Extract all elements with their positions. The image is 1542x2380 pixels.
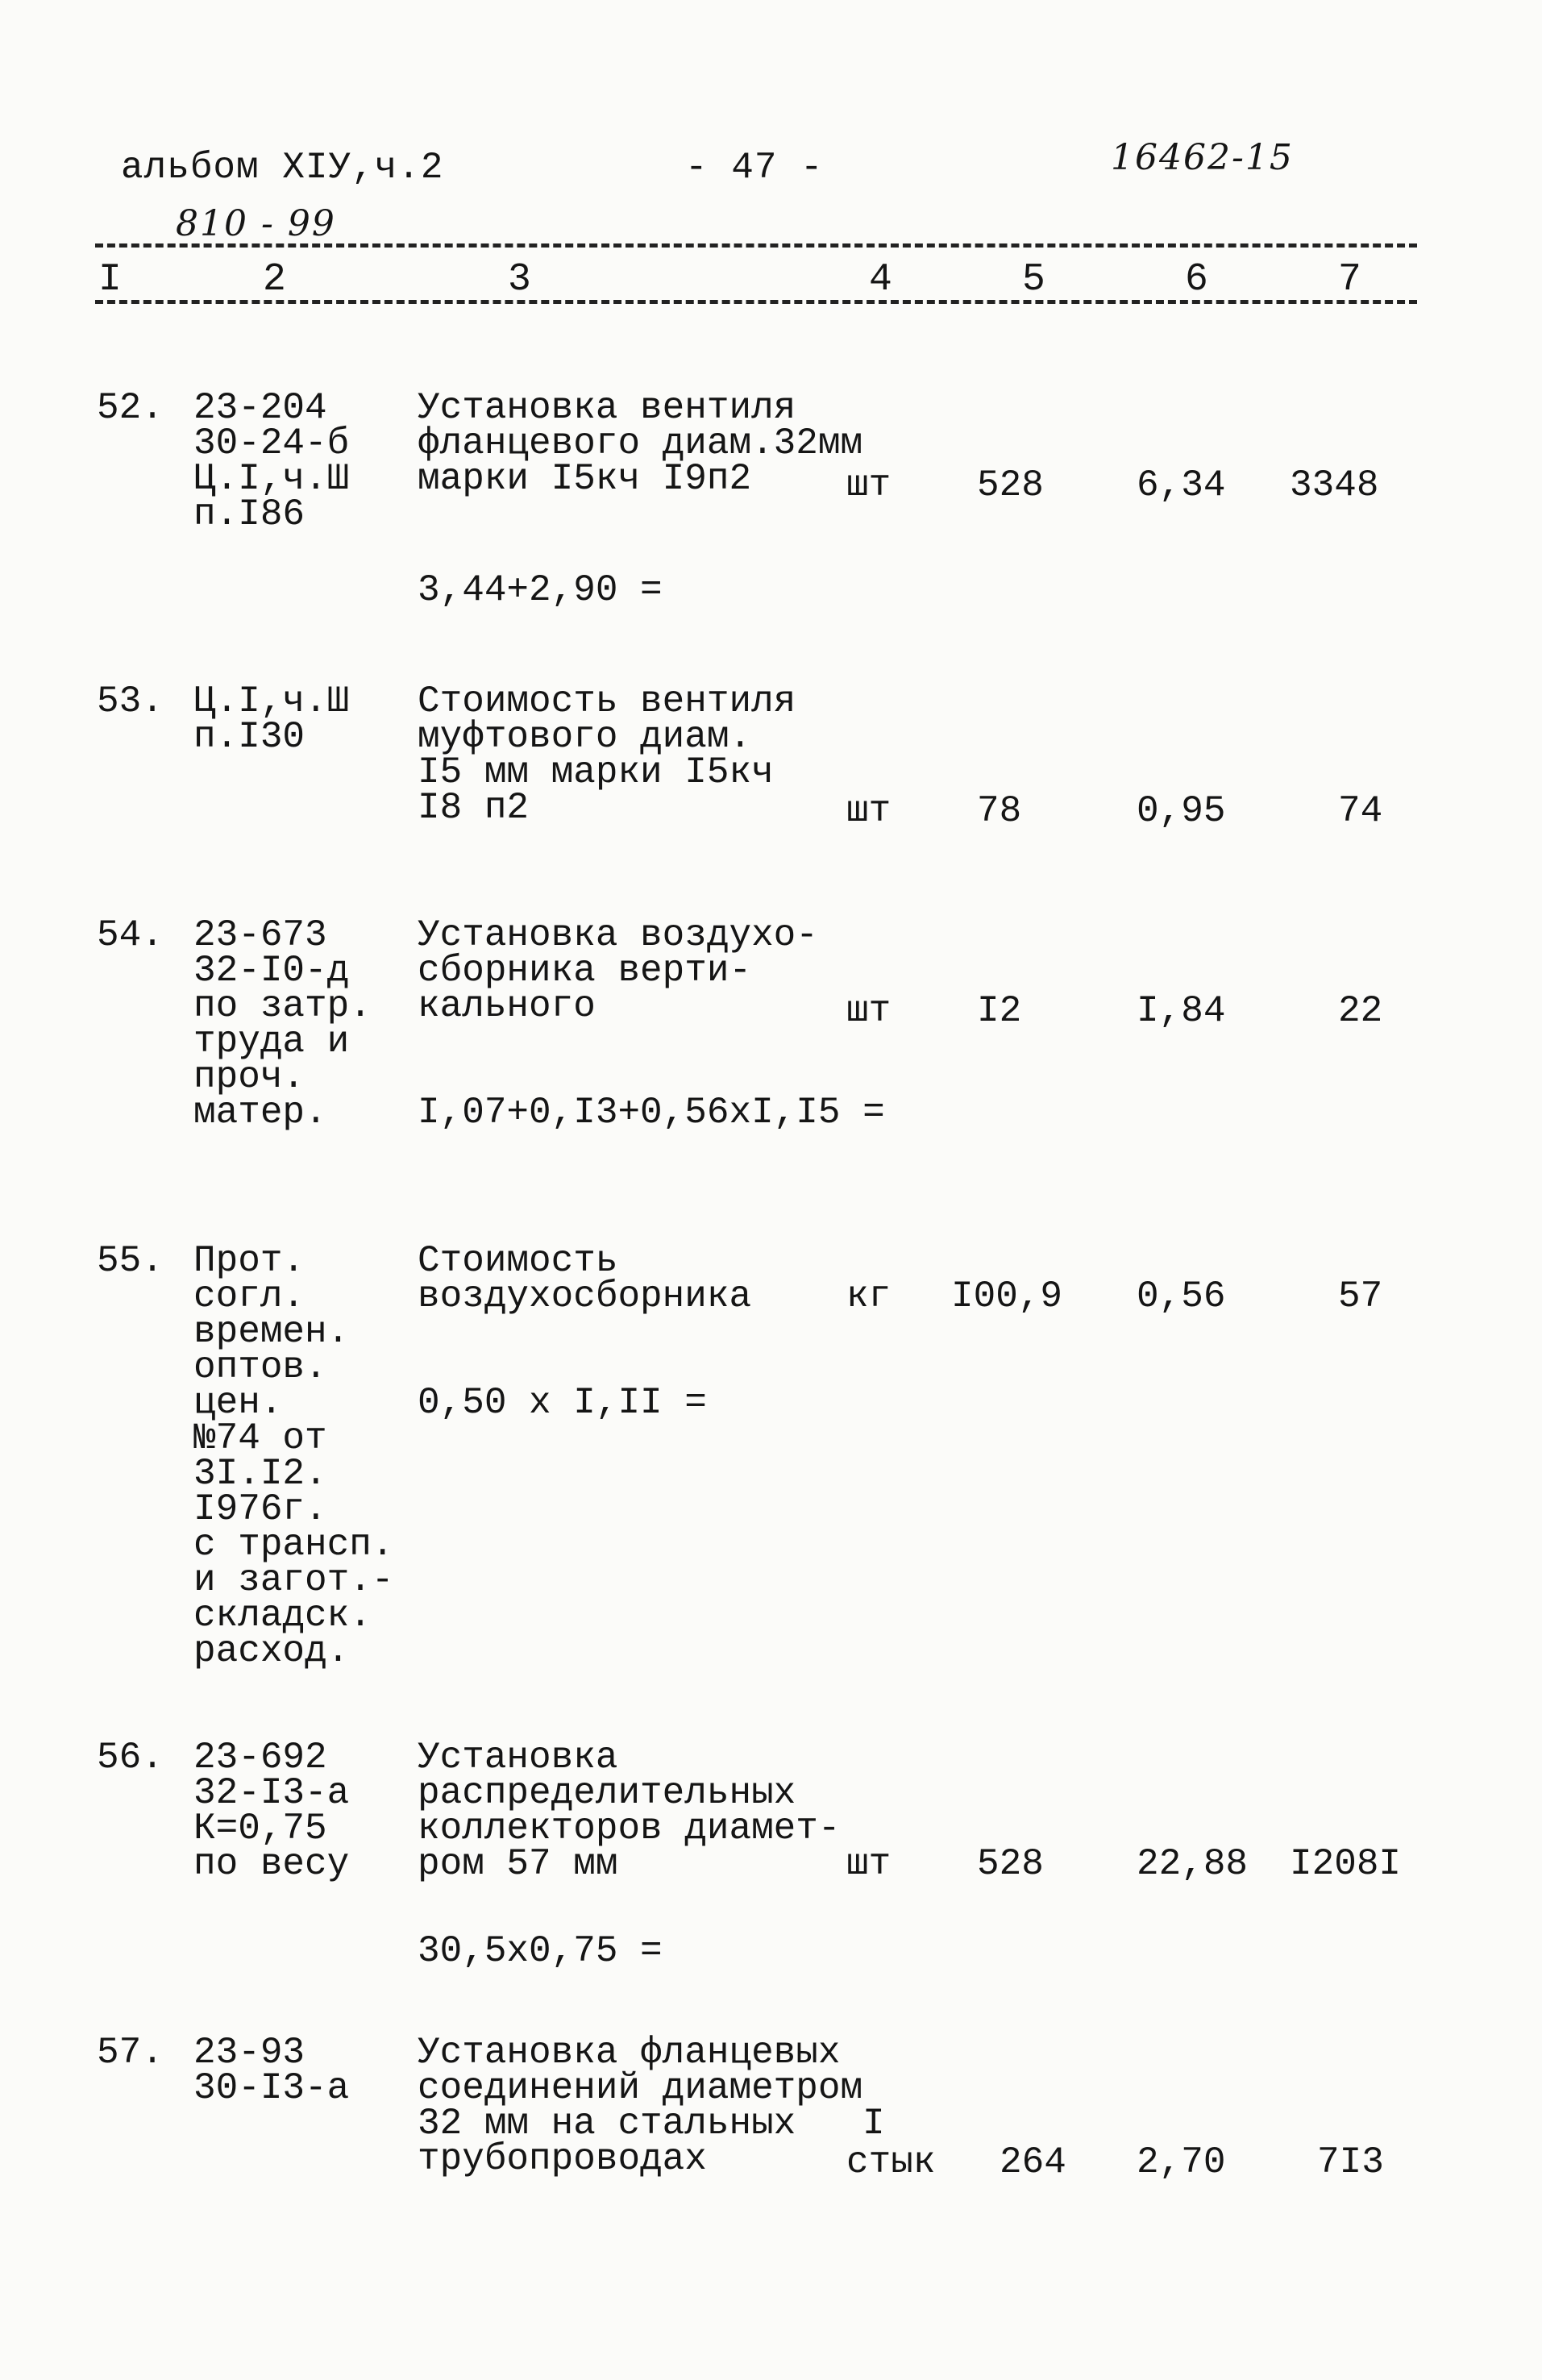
- ref-line: согл.: [193, 1275, 305, 1317]
- quantity: 264: [1000, 2141, 1066, 2183]
- ref-line: Ц.I,ч.Ш: [193, 680, 350, 722]
- unit-price: 6,34: [1137, 464, 1226, 506]
- ref-line: и загот.-: [193, 1559, 394, 1601]
- columns-divider: [95, 300, 1417, 304]
- ref-line: 32-I0-д: [193, 950, 350, 992]
- ref-line: №74 от: [193, 1417, 327, 1459]
- total: 3348: [1290, 464, 1379, 506]
- ref-line: 3I.I2.: [193, 1453, 327, 1495]
- ref-line: Ц.I,ч.Ш: [193, 458, 350, 500]
- ref-line: по весу: [193, 1843, 350, 1885]
- total: 57: [1338, 1275, 1383, 1317]
- ref-line: 32-I3-а: [193, 1772, 350, 1814]
- desc-line: трубопроводах: [418, 2138, 707, 2180]
- ref-line: труда и: [193, 1021, 350, 1063]
- unit: кг: [846, 1275, 892, 1317]
- unit: шт: [846, 990, 892, 1032]
- ref-line: 23-692: [193, 1737, 327, 1779]
- desc-line: I8 п2: [418, 787, 530, 829]
- ref-line: проч.: [193, 1056, 305, 1098]
- col-3: 3: [508, 258, 531, 302]
- desc-line: фланцевого диам.32мм: [418, 422, 863, 464]
- ref-line: с трансп.: [193, 1524, 394, 1566]
- col-4: 4: [869, 258, 892, 302]
- unit-price: 0,56: [1137, 1275, 1226, 1317]
- total: I208I: [1290, 1843, 1402, 1885]
- ref-line: Прот.: [193, 1240, 305, 1282]
- unit-price: 0,95: [1137, 790, 1226, 832]
- quantity: 78: [977, 790, 1022, 832]
- unit: стык: [846, 2141, 936, 2183]
- desc-line: марки I5кч I9п2: [418, 458, 752, 500]
- desc-line: кального: [418, 985, 596, 1027]
- ref-line: 23-93: [193, 2032, 305, 2074]
- col-1: I: [98, 258, 122, 302]
- calc-formula: 30,5x0,75 =: [418, 1930, 663, 1972]
- col-5: 5: [1022, 258, 1045, 302]
- desc-line: Установка вентиля: [418, 387, 796, 429]
- quantity: 528: [977, 1843, 1044, 1885]
- handwritten-sub: 810 - 99: [176, 203, 336, 244]
- calc-formula: I,07+0,I3+0,56xI,I5 =: [418, 1092, 885, 1134]
- desc-line: Установка фланцевых: [418, 2032, 841, 2074]
- entry-number: 57.: [97, 2032, 164, 2074]
- album-label: альбом XIУ,ч.2: [121, 147, 444, 189]
- total: 22: [1338, 990, 1383, 1032]
- unit: шт: [846, 464, 892, 506]
- unit-price: 22,88: [1137, 1843, 1249, 1885]
- entry-number: 56.: [97, 1737, 164, 1779]
- total: 7I3: [1317, 2141, 1384, 2183]
- col-7: 7: [1338, 258, 1361, 302]
- desc-line: сборника верти-: [418, 950, 752, 992]
- desc-line: 32 мм на стальных: [418, 2103, 796, 2145]
- header-divider: [95, 243, 1417, 248]
- desc-line: Установка воздухо-: [418, 914, 818, 956]
- unit-price: 2,70: [1137, 2141, 1226, 2183]
- desc-line: Стоимость: [418, 1240, 618, 1282]
- desc-line: Установка: [418, 1737, 618, 1779]
- ref-line: п.I86: [193, 493, 305, 535]
- quantity: I2: [977, 990, 1022, 1032]
- entry-number: 55.: [97, 1240, 164, 1282]
- col-2: 2: [263, 258, 286, 302]
- unit: шт: [846, 790, 892, 832]
- ref-line: оптов.: [193, 1346, 327, 1388]
- quantity: 528: [977, 464, 1044, 506]
- ref-line: 23-673: [193, 914, 327, 956]
- ref-line: матер.: [193, 1092, 327, 1134]
- desc-line: муфтового диам.: [418, 716, 752, 758]
- unit: шт: [846, 1843, 892, 1885]
- ref-line: 30-I3-а: [193, 2067, 350, 2109]
- ref-line: расход.: [193, 1630, 350, 1672]
- ref-line: времен.: [193, 1311, 350, 1353]
- desc-line: I5 мм марки I5кч: [418, 751, 774, 793]
- desc-line: соединений диаметром: [418, 2067, 863, 2109]
- entry-number: 54.: [97, 914, 164, 956]
- ref-line: п.I30: [193, 716, 305, 758]
- unit-price: I,84: [1137, 990, 1226, 1032]
- desc-line: распределительных: [418, 1772, 796, 1814]
- doc-code: 16462-15: [1111, 137, 1294, 178]
- ref-line: 30-24-б: [193, 422, 350, 464]
- calc-formula: 0,50 x I,II =: [418, 1382, 707, 1424]
- ref-line: 23-204: [193, 387, 327, 429]
- entry-number: 53.: [97, 680, 164, 722]
- col-6: 6: [1185, 258, 1208, 302]
- unit-superscript: I: [862, 2103, 885, 2145]
- ref-line: К=0,75: [193, 1808, 327, 1849]
- desc-line: коллекторов диамет-: [418, 1808, 841, 1849]
- desc-line: Стоимость вентиля: [418, 680, 796, 722]
- desc-line: ром 57 мм: [418, 1843, 618, 1885]
- total: 74: [1338, 790, 1383, 832]
- calc-formula: 3,44+2,90 =: [418, 569, 663, 611]
- desc-line: воздухосборника: [418, 1275, 752, 1317]
- ref-line: складск.: [193, 1595, 372, 1637]
- entry-number: 52.: [97, 387, 164, 429]
- quantity: I00,9: [951, 1275, 1063, 1317]
- ref-line: по затр.: [193, 985, 372, 1027]
- ref-line: I976г.: [193, 1488, 327, 1530]
- ref-line: цен.: [193, 1382, 283, 1424]
- page-number: - 47 -: [685, 147, 824, 189]
